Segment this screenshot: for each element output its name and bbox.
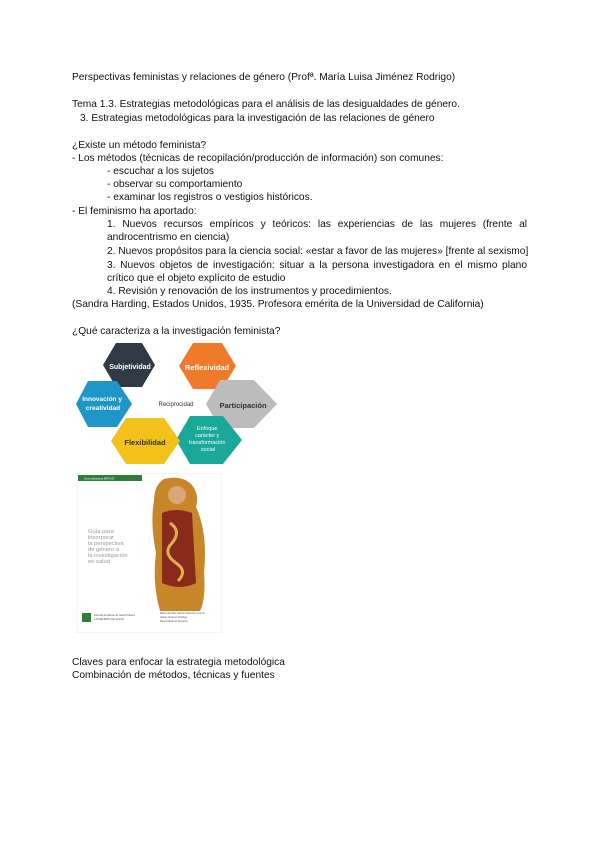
cover-top-strip-text: Guía didáctica BPGYE [84,476,115,481]
cover-title-line: la investigación [88,553,128,559]
label-innovacion-line: Innovación y [82,396,122,403]
label-enfoque-line: carácter y [195,433,220,439]
label-subjetividad: Subjetividad [109,364,151,371]
cover-title-line: de género a [88,547,119,553]
feminist-research-diagram [76,342,280,466]
label-flexibilidad: Flexibilidad [124,438,166,447]
course-title: Perspectivas feministas y relaciones de género (Profª. María Luisa Jiménez Rodrigo) [72,72,456,83]
cover-publisher-line: CONSEJERÍA DE SALUD [94,618,125,621]
cover-title-line: en salud [88,559,110,565]
subtopic-heading: 3. Estrategias metodológicas para la investigación de las relaciones de género [80,113,435,124]
contribution-item: 4. Revisión y renovación de los instrumentos y procedimientos. [107,286,392,297]
cover-title-line: incorporar [88,535,115,541]
label-participacion: Participación [219,401,267,410]
methods-intro: - Los métodos (técnicas de recopilación/producción de información) son comunes: [72,153,444,164]
cover-author-line: María del Mar García Calvente (coord.) [160,612,206,615]
section2-question: ¿Qué caracteriza a la investigación feminista? [72,326,281,337]
cover-title-line: Guía para [88,529,114,535]
node-innovacion [76,381,132,427]
label-reflexividad: Reflexividad [184,363,230,372]
closing-line-1: Claves para enfocar la estrategia metodológica [72,657,285,668]
publisher-logo [82,613,91,622]
method-item: - escuchar a los sujetos [107,166,215,177]
label-enfoque-line: transformación [189,440,226,446]
method-item: - examinar los registros o vestigios históricos. [107,192,313,203]
label-enfoque-line: Enfoque [196,426,218,432]
contribution-item: 1. Nuevos recursos empíricos y teóricos: las experiencias de las mujeres (frente al androcentrismo en ciencia) [107,219,527,243]
citation: (Sandra Harding, Estados Unidos, 1935. Profesora emérita de la Universidad de California) [72,299,484,310]
closing-line-2: Combinación de métodos, técnicas y fuentes [72,670,275,681]
label-enfoque-line: social [200,447,216,453]
label-reciprocidad: Reciprocidad [158,402,194,408]
label-innovacion-line: creatividad [85,405,121,412]
section1-question: ¿Existe un método feminista? [72,140,207,151]
topic-heading: Tema 1.3. Estrategias metodológicas para el análisis de las desigualdades de género. [72,99,460,110]
method-item: - observar su comportamiento [107,179,243,190]
guide-cover-image [76,473,222,633]
cover-artwork-face [168,486,186,504]
contribution-item: 3. Nuevos objetos de investigación: situar a la persona investigadora en el mismo plano crítico que el objeto explícito de estudio [107,260,527,284]
cover-publisher-line: Escuela Andaluza de Salud Pública [94,614,135,617]
contribution-item: 2. Nuevos propósitos para la ciencia social: «estar a favor de las mujeres» [frente al sexismo] [107,246,529,257]
contributions-intro: - El feminismo ha aportado: [72,206,197,217]
cover-title-line: la perspectiva [88,541,124,547]
cover-author-line: Elena Martínez Morante [160,620,188,623]
cover-author-line: Isabel Jiménez Rodrigo [160,616,188,619]
